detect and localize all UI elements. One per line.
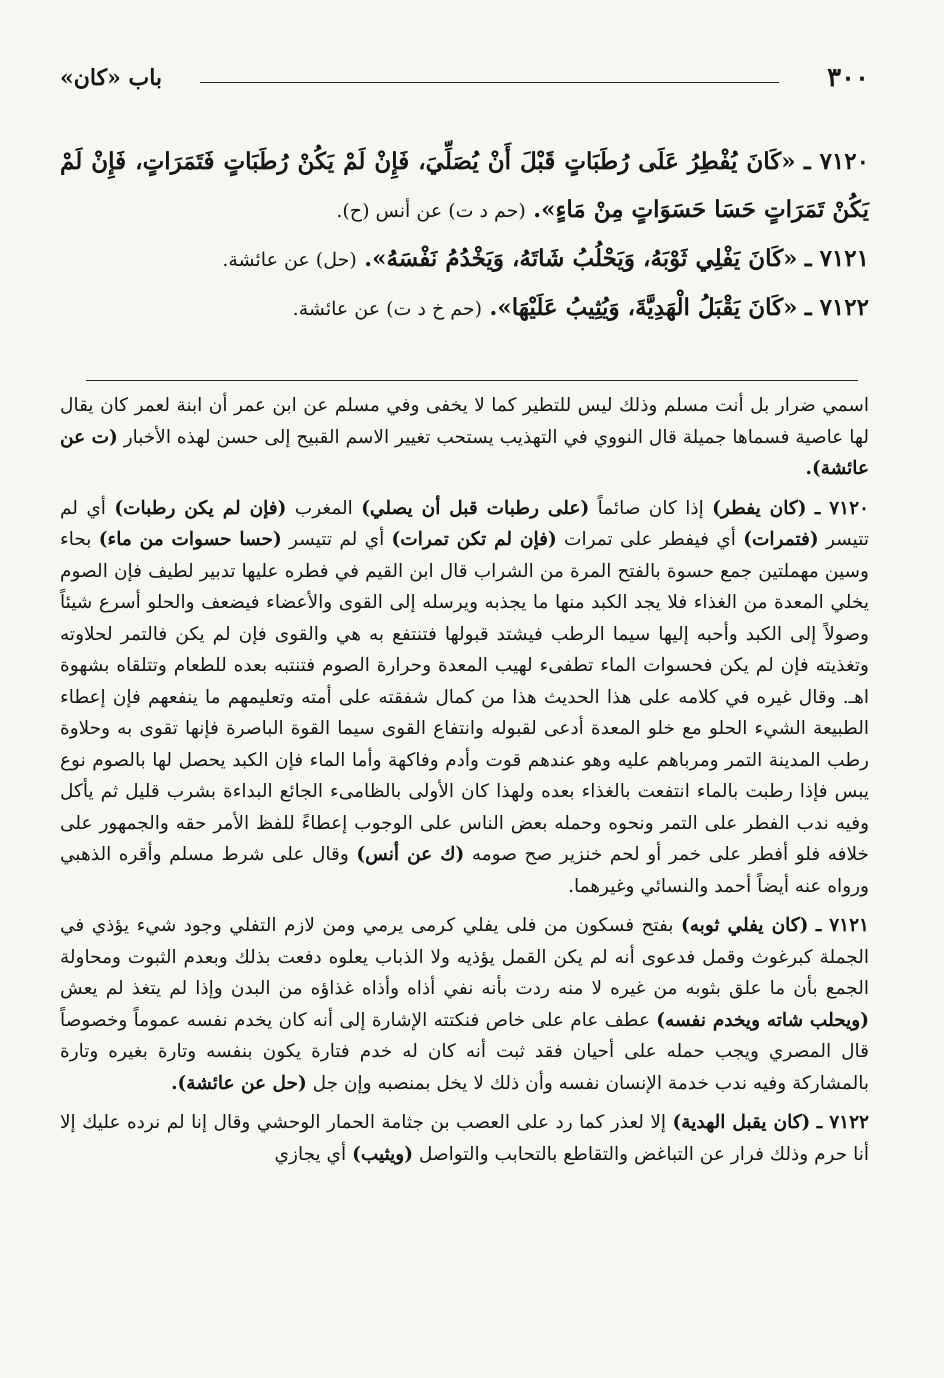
- commentary-7122: [60, 1107, 869, 1170]
- hadith-source: (حل) عن عائشة.: [222, 249, 357, 271]
- commentary-text: أي يجازي: [274, 1143, 347, 1165]
- keyword: (كان يفلي ثوبه): [681, 915, 809, 936]
- keyword: (على رطبات قبل أن يصلي): [361, 497, 590, 519]
- hadith-quote: «كَانَ يَقْبَلُ الْهَدِيَّةَ، وَيُثِيبُ عَلَيْهَا».: [489, 294, 798, 321]
- keyword: (ويحلب شاته ويخدم نفسه): [656, 1009, 869, 1031]
- keyword: (كان يقبل الهدية): [672, 1112, 811, 1133]
- keyword: (ويثيب): [352, 1143, 413, 1165]
- commentary-text: أي لم تتيسر: [60, 497, 869, 550]
- commentary-ref: (حل عن عائشة).: [171, 1072, 307, 1094]
- commentary-text: إلا لعذر كما رد على العصب بن جثامة الحمار الوحشي وقال إنا لم نرده عليك إلا أنا حرم وذلك فرار عن التباغض والتقاطع بالتحابب والتواصل: [60, 1112, 869, 1165]
- hadith-number: ٧١٢٢ ـ: [804, 294, 869, 321]
- commentary-text: أي فيفطر على تمرات: [564, 529, 736, 550]
- commentary-section: [60, 390, 869, 1178]
- hadith-source: (حم د ت) عن أنس (ح).: [336, 200, 526, 222]
- hadith-7121: [60, 235, 869, 284]
- commentary-text: إذا كان صائماً: [597, 497, 704, 519]
- keyword: (كان يفطر): [712, 497, 807, 519]
- keyword: (فتمرات): [743, 529, 819, 550]
- commentary-text: وقال على شرط مسلم وأقره الذهبي ورواه عنه أيضاً أحمد والنسائي وغيرهما.: [60, 844, 869, 897]
- hadith-7122: [60, 284, 869, 333]
- commentary-number: ٧١٢١ ـ: [815, 915, 869, 936]
- section-divider: [86, 380, 858, 381]
- keyword: (فإن لم تكن تمرات): [391, 529, 557, 550]
- page-number: ٣٠٠: [827, 63, 869, 93]
- page-header: [60, 58, 869, 98]
- commentary-text: المغرب: [294, 497, 353, 519]
- hadith-text-section: [60, 138, 869, 333]
- hadith-quote: «كَانَ يُفْطِرُ عَلَى رُطَبَاتٍ قَبْلَ أَنْ يُصَلِّيَ، فَإِنْ لَمْ يَكُنْ رُطَبَاتٍ فَتَمَرَاتٍ، فَإِنْ لَمْ يَكُنْ تَمَرَاتٍ حَسَا حَسَوَاتٍ مِنْ مَاءٍ».: [60, 148, 869, 223]
- commentary-text: بفتح فسكون من فلى يفلي كرمى يرمي ومن لازم التفلي وجود شيء يؤذي في الجملة كبرغوث وقمل فدعوى أنه لم يكن القمل يؤذيه ولا الذباب يعلوه دفعت بذلك وبعدم الثبوت ومحاولة الجمع بأن ما علق بثوبه من غيره لا منه ردت بأنه نفي أذاه وأذاه غذاؤه من البدن وإذا لم يتغذ لم يعش: [60, 915, 869, 999]
- hadith-number: ٧١٢٠ ـ: [803, 148, 869, 175]
- hadith-number: ٧١٢١ ـ: [804, 245, 869, 272]
- chapter-title: باب «كان»: [60, 65, 163, 91]
- commentary-number: ٧١٢٢ ـ: [816, 1112, 869, 1133]
- keyword: (حسا حسوات من ماء): [98, 529, 282, 550]
- commentary-7120: [60, 493, 869, 903]
- commentary-text: اسمي ضرار بل أنت مسلم وذلك ليس للتطير كما لا يخفى وفي مسلم عن ابن عمر أن ابنة لعمر كان يقال لها عاصية فسماها جميلة قال النووي في التهذيب يستحب تغيير الاسم القبيح إلى حسن لهذه الأخبار: [60, 395, 869, 448]
- header-rule: [200, 82, 779, 83]
- hadith-source: (حم خ د ت) عن عائشة.: [292, 298, 483, 320]
- commentary-ref: (ت عن عائشة).: [60, 426, 869, 479]
- commentary-text: أي لم تتيسر: [289, 529, 385, 550]
- hadith-quote: «كَانَ يَفْلِي ثَوْبَهُ، وَيَحْلُبُ شَاتَهُ، وَيَخْدُمُ نَفْسَهُ».: [364, 245, 798, 272]
- commentary-text: عطف عام على خاص فنكتته الإشارة إلى أنه كان يخدم نفسه عموماً وخصوصاً قال المصري ويجب حمله على أحيان فقد ثبت أنه كان له خدم فتارة يكون بنفسه وتارة بغيره وتارة بالمشاركة وفيه ندب خدمة الإنسان نفسه وأن ذلك لا يخل بمنصبه وإن جل: [60, 1009, 869, 1094]
- commentary-intro: [60, 390, 869, 485]
- commentary-text: بحاء وسين مهملتين جمع حسوة بالفتح المرة من الشراب قال ابن القيم في فطره عليها تدبير لطيف فإن الصوم يخلي المعدة من الغذاء فلا يجد الكبد منها ما يجذبه ويرسله إلى القوى والأعضاء فيضعف والحلو أسرع شيئاً وصولاً إلى الكبد وأحبه إليها سيما الرطب فيشتد قبولها فتنتفع به هي والقوى فإن لم يكن فالتمر لحلاوته وتغذيته فإن لم يكن فحسوات الماء تطفىء لهيب المعدة وحرارة الصوم فتنتبه بعده للطعام وتتلقاه بشهوة اهـ. وقال غيره في كلامه على هذا الحديث هذا من كمال شفقته على أمته وتعليمهم ما ينفعهم فإن إعطاء الطبيعة الشيء الحلو مع خلو المعدة أدعى لقبوله وانتفاع القوى سيما القوة الباصرة فإنها تقوى به وحلاوة رطب المدينة التمر ومرباهم عليه وهو عندهم قوت وأدم وفاكهة وأما الماء فإن الكبد يحصل لها بالصوم نوع يبس فإذا رطبت بالماء انتفعت بالغذاء بعده ولهذا كان الأولى بالظامىء الجائع البداءة بشرب قليل ثم يأكل وفيه ندب الفطر على التمر ونحوه وحمله بعض الناس على الوجوب إعطاءً للفظ الأمر حقه والجمهور على خلافه فلو أفطر على خمر أو لحم خنزير صح صومه: [60, 529, 869, 865]
- hadith-7120: [60, 138, 869, 235]
- commentary-ref: (ك عن أنس): [356, 844, 465, 865]
- keyword: (فإن لم يكن رطبات): [114, 497, 287, 519]
- commentary-number: ٧١٢٠ ـ: [814, 497, 869, 519]
- commentary-7121: [60, 910, 869, 1099]
